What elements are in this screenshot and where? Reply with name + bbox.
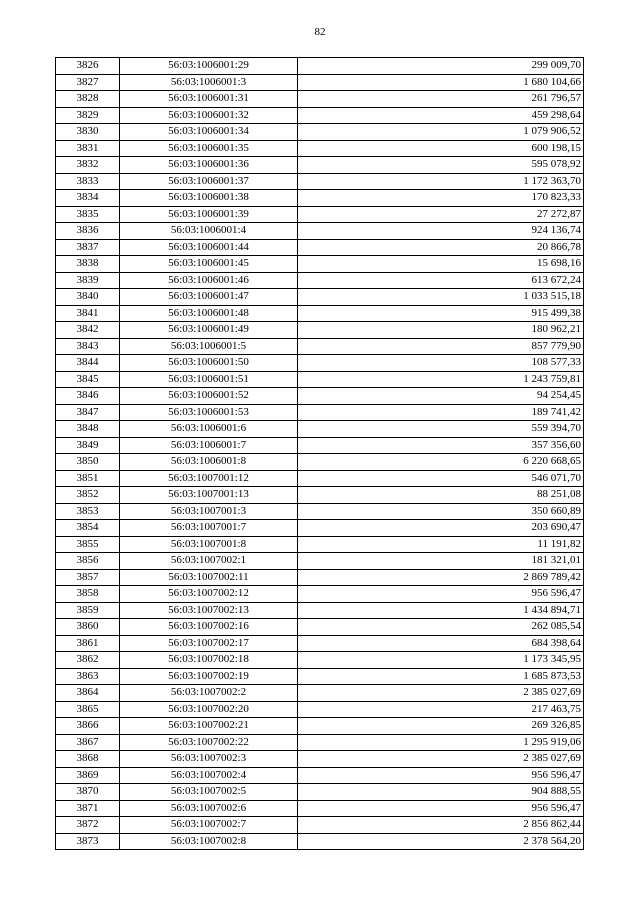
table-row bbox=[56, 817, 584, 834]
table-row bbox=[56, 800, 584, 817]
cadastral-value-cell: 857 779,90 bbox=[298, 338, 584, 355]
cadastral-number-cell: 56:03:1006001:52 bbox=[120, 388, 298, 405]
cadastral-value-cell: 956 596,47 bbox=[298, 800, 584, 817]
cadastral-number-cell: 56:03:1007001:3 bbox=[120, 503, 298, 520]
cadastral-number-cell: 56:03:1007002:7 bbox=[120, 817, 298, 834]
row-number-cell: 3860 bbox=[56, 619, 120, 636]
table-row bbox=[56, 74, 584, 91]
cadastral-value-cell: 684 398,64 bbox=[298, 635, 584, 652]
cadastral-value-cell: 6 220 668,65 bbox=[298, 454, 584, 471]
cadastral-number-cell: 56:03:1007002:11 bbox=[120, 569, 298, 586]
table-row bbox=[56, 734, 584, 751]
table-row bbox=[56, 173, 584, 190]
cadastral-value-cell: 1 434 894,71 bbox=[298, 602, 584, 619]
table-row bbox=[56, 157, 584, 174]
cadastral-value-cell: 924 136,74 bbox=[298, 223, 584, 240]
cadastral-number-cell: 56:03:1006001:8 bbox=[120, 454, 298, 471]
row-number-cell: 3849 bbox=[56, 437, 120, 454]
table-row bbox=[56, 553, 584, 570]
cadastral-value-cell: 262 085,54 bbox=[298, 619, 584, 636]
cadastral-value-cell: 1 173 345,95 bbox=[298, 652, 584, 669]
table-row bbox=[56, 701, 584, 718]
row-number-cell: 3840 bbox=[56, 289, 120, 306]
cadastral-value-cell: 613 672,24 bbox=[298, 272, 584, 289]
cadastral-number-cell: 56:03:1007002:13 bbox=[120, 602, 298, 619]
cadastral-number-cell: 56:03:1007001:7 bbox=[120, 520, 298, 537]
row-number-cell: 3861 bbox=[56, 635, 120, 652]
cadastral-value-cell: 600 198,15 bbox=[298, 140, 584, 157]
table-row bbox=[56, 685, 584, 702]
cadastral-value-cell: 956 596,47 bbox=[298, 586, 584, 603]
table-row bbox=[56, 454, 584, 471]
cadastral-value-cell: 27 272,87 bbox=[298, 206, 584, 223]
table-row bbox=[56, 635, 584, 652]
table-row bbox=[56, 619, 584, 636]
cadastral-value-cell: 1 033 515,18 bbox=[298, 289, 584, 306]
table-row bbox=[56, 91, 584, 108]
table-row bbox=[56, 388, 584, 405]
row-number-cell: 3848 bbox=[56, 421, 120, 438]
row-number-cell: 3865 bbox=[56, 701, 120, 718]
row-number-cell: 3855 bbox=[56, 536, 120, 553]
table-row bbox=[56, 256, 584, 273]
cadastral-value-cell: 2 378 564,20 bbox=[298, 833, 584, 850]
cadastral-value-cell: 1 295 919,06 bbox=[298, 734, 584, 751]
table-row bbox=[56, 338, 584, 355]
row-number-cell: 3841 bbox=[56, 305, 120, 322]
cadastral-value-cell: 88 251,08 bbox=[298, 487, 584, 504]
cadastral-number-cell: 56:03:1006001:46 bbox=[120, 272, 298, 289]
row-number-cell: 3838 bbox=[56, 256, 120, 273]
cadastral-value-cell: 2 856 862,44 bbox=[298, 817, 584, 834]
cadastral-number-cell: 56:03:1006001:51 bbox=[120, 371, 298, 388]
cadastral-number-cell: 56:03:1006001:5 bbox=[120, 338, 298, 355]
row-number-cell: 3844 bbox=[56, 355, 120, 372]
row-number-cell: 3852 bbox=[56, 487, 120, 504]
row-number-cell: 3857 bbox=[56, 569, 120, 586]
cadastral-number-cell: 56:03:1007001:8 bbox=[120, 536, 298, 553]
cadastral-number-cell: 56:03:1007002:18 bbox=[120, 652, 298, 669]
row-number-cell: 3870 bbox=[56, 784, 120, 801]
table-row bbox=[56, 190, 584, 207]
cadastral-value-cell: 546 071,70 bbox=[298, 470, 584, 487]
row-number-cell: 3835 bbox=[56, 206, 120, 223]
cadastral-number-cell: 56:03:1007002:16 bbox=[120, 619, 298, 636]
cadastral-number-cell: 56:03:1007002:6 bbox=[120, 800, 298, 817]
cadastral-number-cell: 56:03:1006001:37 bbox=[120, 173, 298, 190]
cadastral-value-cell: 350 660,89 bbox=[298, 503, 584, 520]
table-row bbox=[56, 718, 584, 735]
row-number-cell: 3868 bbox=[56, 751, 120, 768]
cadastral-value-cell: 904 888,55 bbox=[298, 784, 584, 801]
cadastral-number-cell: 56:03:1007002:19 bbox=[120, 668, 298, 685]
table-row bbox=[56, 239, 584, 256]
cadastral-value-cell: 459 298,64 bbox=[298, 107, 584, 124]
cadastral-value-cell: 2 385 027,69 bbox=[298, 685, 584, 702]
row-number-cell: 3862 bbox=[56, 652, 120, 669]
table-row bbox=[56, 767, 584, 784]
row-number-cell: 3836 bbox=[56, 223, 120, 240]
table-row bbox=[56, 520, 584, 537]
cadastral-number-cell: 56:03:1006001:7 bbox=[120, 437, 298, 454]
row-number-cell: 3845 bbox=[56, 371, 120, 388]
table-row bbox=[56, 355, 584, 372]
row-number-cell: 3842 bbox=[56, 322, 120, 339]
row-number-cell: 3867 bbox=[56, 734, 120, 751]
table-row bbox=[56, 652, 584, 669]
row-number-cell: 3831 bbox=[56, 140, 120, 157]
cadastral-value-cell: 956 596,47 bbox=[298, 767, 584, 784]
table-row bbox=[56, 58, 584, 75]
row-number-cell: 3851 bbox=[56, 470, 120, 487]
row-number-cell: 3830 bbox=[56, 124, 120, 141]
row-number-cell: 3859 bbox=[56, 602, 120, 619]
table-row bbox=[56, 272, 584, 289]
table-row bbox=[56, 487, 584, 504]
cadastral-value-cell: 595 078,92 bbox=[298, 157, 584, 174]
row-number-cell: 3864 bbox=[56, 685, 120, 702]
row-number-cell: 3866 bbox=[56, 718, 120, 735]
cadastral-value-cell: 1 685 873,53 bbox=[298, 668, 584, 685]
row-number-cell: 3829 bbox=[56, 107, 120, 124]
cadastral-value-cell: 559 394,70 bbox=[298, 421, 584, 438]
cadastral-value-cell: 1 172 363,70 bbox=[298, 173, 584, 190]
cadastral-number-cell: 56:03:1007002:21 bbox=[120, 718, 298, 735]
table-row bbox=[56, 602, 584, 619]
table-row bbox=[56, 668, 584, 685]
cadastral-number-cell: 56:03:1006001:53 bbox=[120, 404, 298, 421]
cadastral-value-cell: 915 499,38 bbox=[298, 305, 584, 322]
page-number: 82 bbox=[314, 26, 326, 38]
cadastral-number-cell: 56:03:1007002:1 bbox=[120, 553, 298, 570]
cadastral-number-cell: 56:03:1006001:45 bbox=[120, 256, 298, 273]
row-number-cell: 3846 bbox=[56, 388, 120, 405]
cadastral-value-cell: 15 698,16 bbox=[298, 256, 584, 273]
cadastral-number-cell: 56:03:1007002:2 bbox=[120, 685, 298, 702]
cadastral-number-cell: 56:03:1006001:29 bbox=[120, 58, 298, 75]
cadastral-value-cell: 2 385 027,69 bbox=[298, 751, 584, 768]
cadastral-value-cell: 203 690,47 bbox=[298, 520, 584, 537]
cadastral-value-cell: 11 191,82 bbox=[298, 536, 584, 553]
cadastral-value-cell: 94 254,45 bbox=[298, 388, 584, 405]
cadastral-value-cell: 357 356,60 bbox=[298, 437, 584, 454]
cadastral-value-cell: 217 463,75 bbox=[298, 701, 584, 718]
table-row bbox=[56, 470, 584, 487]
row-number-cell: 3832 bbox=[56, 157, 120, 174]
cadastral-number-cell: 56:03:1006001:44 bbox=[120, 239, 298, 256]
row-number-cell: 3856 bbox=[56, 553, 120, 570]
cadastral-number-cell: 56:03:1006001:3 bbox=[120, 74, 298, 91]
row-number-cell: 3837 bbox=[56, 239, 120, 256]
table-row bbox=[56, 421, 584, 438]
cadastral-number-cell: 56:03:1006001:31 bbox=[120, 91, 298, 108]
table-row bbox=[56, 223, 584, 240]
cadastral-number-cell: 56:03:1006001:32 bbox=[120, 107, 298, 124]
cadastral-number-cell: 56:03:1007002:8 bbox=[120, 833, 298, 850]
row-number-cell: 3873 bbox=[56, 833, 120, 850]
table-row bbox=[56, 503, 584, 520]
cadastral-number-cell: 56:03:1007002:4 bbox=[120, 767, 298, 784]
cadastral-value-cell: 299 009,70 bbox=[298, 58, 584, 75]
cadastral-value-cell: 180 962,21 bbox=[298, 322, 584, 339]
cadastral-value-table bbox=[55, 57, 584, 850]
row-number-cell: 3872 bbox=[56, 817, 120, 834]
row-number-cell: 3839 bbox=[56, 272, 120, 289]
row-number-cell: 3826 bbox=[56, 58, 120, 75]
row-number-cell: 3853 bbox=[56, 503, 120, 520]
cadastral-number-cell: 56:03:1007002:17 bbox=[120, 635, 298, 652]
row-number-cell: 3858 bbox=[56, 586, 120, 603]
cadastral-number-cell: 56:03:1006001:50 bbox=[120, 355, 298, 372]
cadastral-number-cell: 56:03:1007001:12 bbox=[120, 470, 298, 487]
table-row bbox=[56, 371, 584, 388]
row-number-cell: 3847 bbox=[56, 404, 120, 421]
cadastral-value-cell: 20 866,78 bbox=[298, 239, 584, 256]
table-row bbox=[56, 206, 584, 223]
cadastral-number-cell: 56:03:1006001:38 bbox=[120, 190, 298, 207]
table-row bbox=[56, 751, 584, 768]
table-body bbox=[56, 58, 584, 850]
table-row bbox=[56, 569, 584, 586]
cadastral-number-cell: 56:03:1007002:22 bbox=[120, 734, 298, 751]
cadastral-number-cell: 56:03:1007002:5 bbox=[120, 784, 298, 801]
cadastral-value-cell: 108 577,33 bbox=[298, 355, 584, 372]
cadastral-number-cell: 56:03:1006001:6 bbox=[120, 421, 298, 438]
cadastral-number-cell: 56:03:1007002:12 bbox=[120, 586, 298, 603]
cadastral-value-cell: 1 243 759,81 bbox=[298, 371, 584, 388]
cadastral-value-cell: 170 823,33 bbox=[298, 190, 584, 207]
table-row bbox=[56, 404, 584, 421]
row-number-cell: 3833 bbox=[56, 173, 120, 190]
cadastral-value-cell: 1 079 906,52 bbox=[298, 124, 584, 141]
cadastral-value-cell: 189 741,42 bbox=[298, 404, 584, 421]
row-number-cell: 3843 bbox=[56, 338, 120, 355]
table-row bbox=[56, 784, 584, 801]
cadastral-value-cell: 269 326,85 bbox=[298, 718, 584, 735]
table-row bbox=[56, 124, 584, 141]
cadastral-number-cell: 56:03:1007001:13 bbox=[120, 487, 298, 504]
cadastral-number-cell: 56:03:1006001:4 bbox=[120, 223, 298, 240]
cadastral-number-cell: 56:03:1007002:3 bbox=[120, 751, 298, 768]
cadastral-number-cell: 56:03:1006001:47 bbox=[120, 289, 298, 306]
table-row bbox=[56, 289, 584, 306]
cadastral-number-cell: 56:03:1006001:36 bbox=[120, 157, 298, 174]
table-row bbox=[56, 437, 584, 454]
table-row bbox=[56, 586, 584, 603]
row-number-cell: 3854 bbox=[56, 520, 120, 537]
row-number-cell: 3827 bbox=[56, 74, 120, 91]
table-row bbox=[56, 322, 584, 339]
cadastral-number-cell: 56:03:1006001:39 bbox=[120, 206, 298, 223]
cadastral-value-cell: 261 796,57 bbox=[298, 91, 584, 108]
row-number-cell: 3869 bbox=[56, 767, 120, 784]
cadastral-number-cell: 56:03:1006001:48 bbox=[120, 305, 298, 322]
table-row bbox=[56, 833, 584, 850]
row-number-cell: 3834 bbox=[56, 190, 120, 207]
cadastral-number-cell: 56:03:1007002:20 bbox=[120, 701, 298, 718]
row-number-cell: 3828 bbox=[56, 91, 120, 108]
table-row bbox=[56, 107, 584, 124]
row-number-cell: 3863 bbox=[56, 668, 120, 685]
cadastral-number-cell: 56:03:1006001:49 bbox=[120, 322, 298, 339]
table-row bbox=[56, 536, 584, 553]
cadastral-number-cell: 56:03:1006001:35 bbox=[120, 140, 298, 157]
cadastral-value-cell: 181 321,01 bbox=[298, 553, 584, 570]
cadastral-value-cell: 1 680 104,66 bbox=[298, 74, 584, 91]
row-number-cell: 3871 bbox=[56, 800, 120, 817]
table-row bbox=[56, 305, 584, 322]
cadastral-number-cell: 56:03:1006001:34 bbox=[120, 124, 298, 141]
cadastral-value-cell: 2 869 789,42 bbox=[298, 569, 584, 586]
table-row bbox=[56, 140, 584, 157]
row-number-cell: 3850 bbox=[56, 454, 120, 471]
